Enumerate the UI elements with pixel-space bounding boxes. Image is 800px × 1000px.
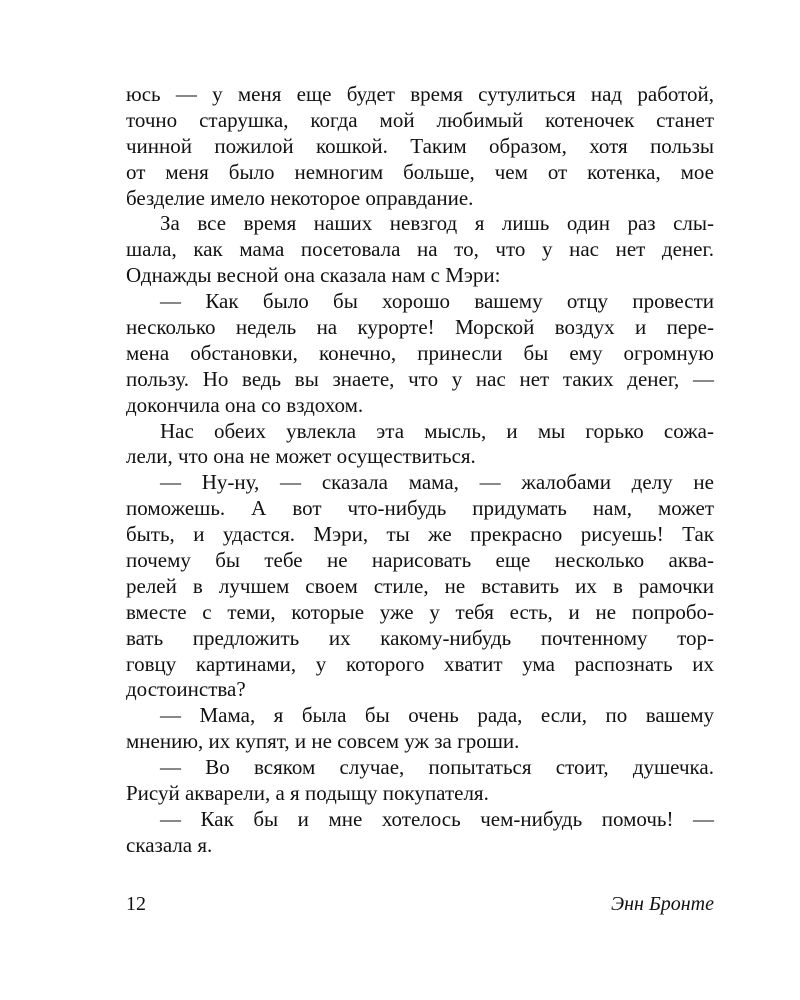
text-line: мена обстановки, конечно, принесли бы ему огромную: [126, 340, 714, 365]
text-line: поможешь. А вот что-нибудь придумать нам, может: [126, 496, 714, 521]
text-line: пользу. Но ведь вы знаете, что у нас нет таких денег, —: [126, 366, 714, 391]
text-line: юсь — у меня еще будет время сутулиться над работой,: [126, 82, 714, 106]
text-line: безделие имело некоторое оправдание.: [126, 185, 474, 210]
text-line: сказала я.: [126, 832, 213, 857]
text-line: докончила она со вздохом.: [126, 392, 364, 417]
text-line: — Мама, я была бы очень рада, если, по вашему: [160, 703, 714, 728]
text-line: достоинства?: [126, 677, 246, 702]
text-line: За все время наших невзгод я лишь один раз слы-: [160, 211, 714, 236]
text-line: релей в лучшем своем стиле, не вставить их в рамочки: [126, 573, 714, 598]
text-line: от меня было немногим больше, чем от котенка, мое: [126, 159, 714, 184]
text-line: — Как было бы хорошо вашему отцу провести: [160, 289, 714, 314]
text-line: чинной пожилой кошкой. Таким образом, хотя пользы: [126, 133, 714, 158]
body-text: [126, 82, 714, 859]
running-author: Энн Бронте: [611, 893, 714, 915]
text-line: несколько недель на курорте! Морской воздух и пере-: [126, 315, 714, 340]
text-line: Нас обеих увлекла эта мысль, и мы горько сожа-: [160, 418, 714, 443]
page-footer: [126, 893, 714, 916]
text-line: Однажды весной она сказала нам с Мэри:: [126, 263, 501, 288]
text-line: вместе с теми, которые уже у тебя есть, и не попробо-: [126, 599, 714, 624]
text-line: вать предложить их какому-нибудь почтенному тор-: [126, 625, 714, 650]
text-line: лели, что она не может осуществиться.: [126, 444, 476, 469]
text-line: — Во всяком случае, попытаться стоит, душечка.: [160, 755, 714, 780]
text-line: точно старушка, когда мой любимый котеночек станет: [126, 107, 714, 132]
text-line: Рисуй акварели, а я подыщу покупателя.: [126, 781, 489, 806]
page-number: 12: [126, 893, 146, 915]
text-line: — Ну-ну, — сказала мама, — жалобами делу не: [160, 470, 714, 495]
text-line: мнению, их купят, и не совсем уж за гроши.: [126, 729, 520, 754]
text-line: быть, и удастся. Мэри, ты же прекрасно рисуешь! Так: [126, 522, 714, 547]
text-line: — Как бы и мне хотелось чем-нибудь помочь! —: [160, 806, 714, 831]
text-line: шала, как мама посетовала на то, что у нас нет денег.: [126, 237, 714, 262]
text-line: говцу картинами, у которого хватит ума распознать их: [126, 651, 714, 676]
text-line: почему бы тебе не нарисовать еще несколько аква-: [126, 548, 714, 573]
